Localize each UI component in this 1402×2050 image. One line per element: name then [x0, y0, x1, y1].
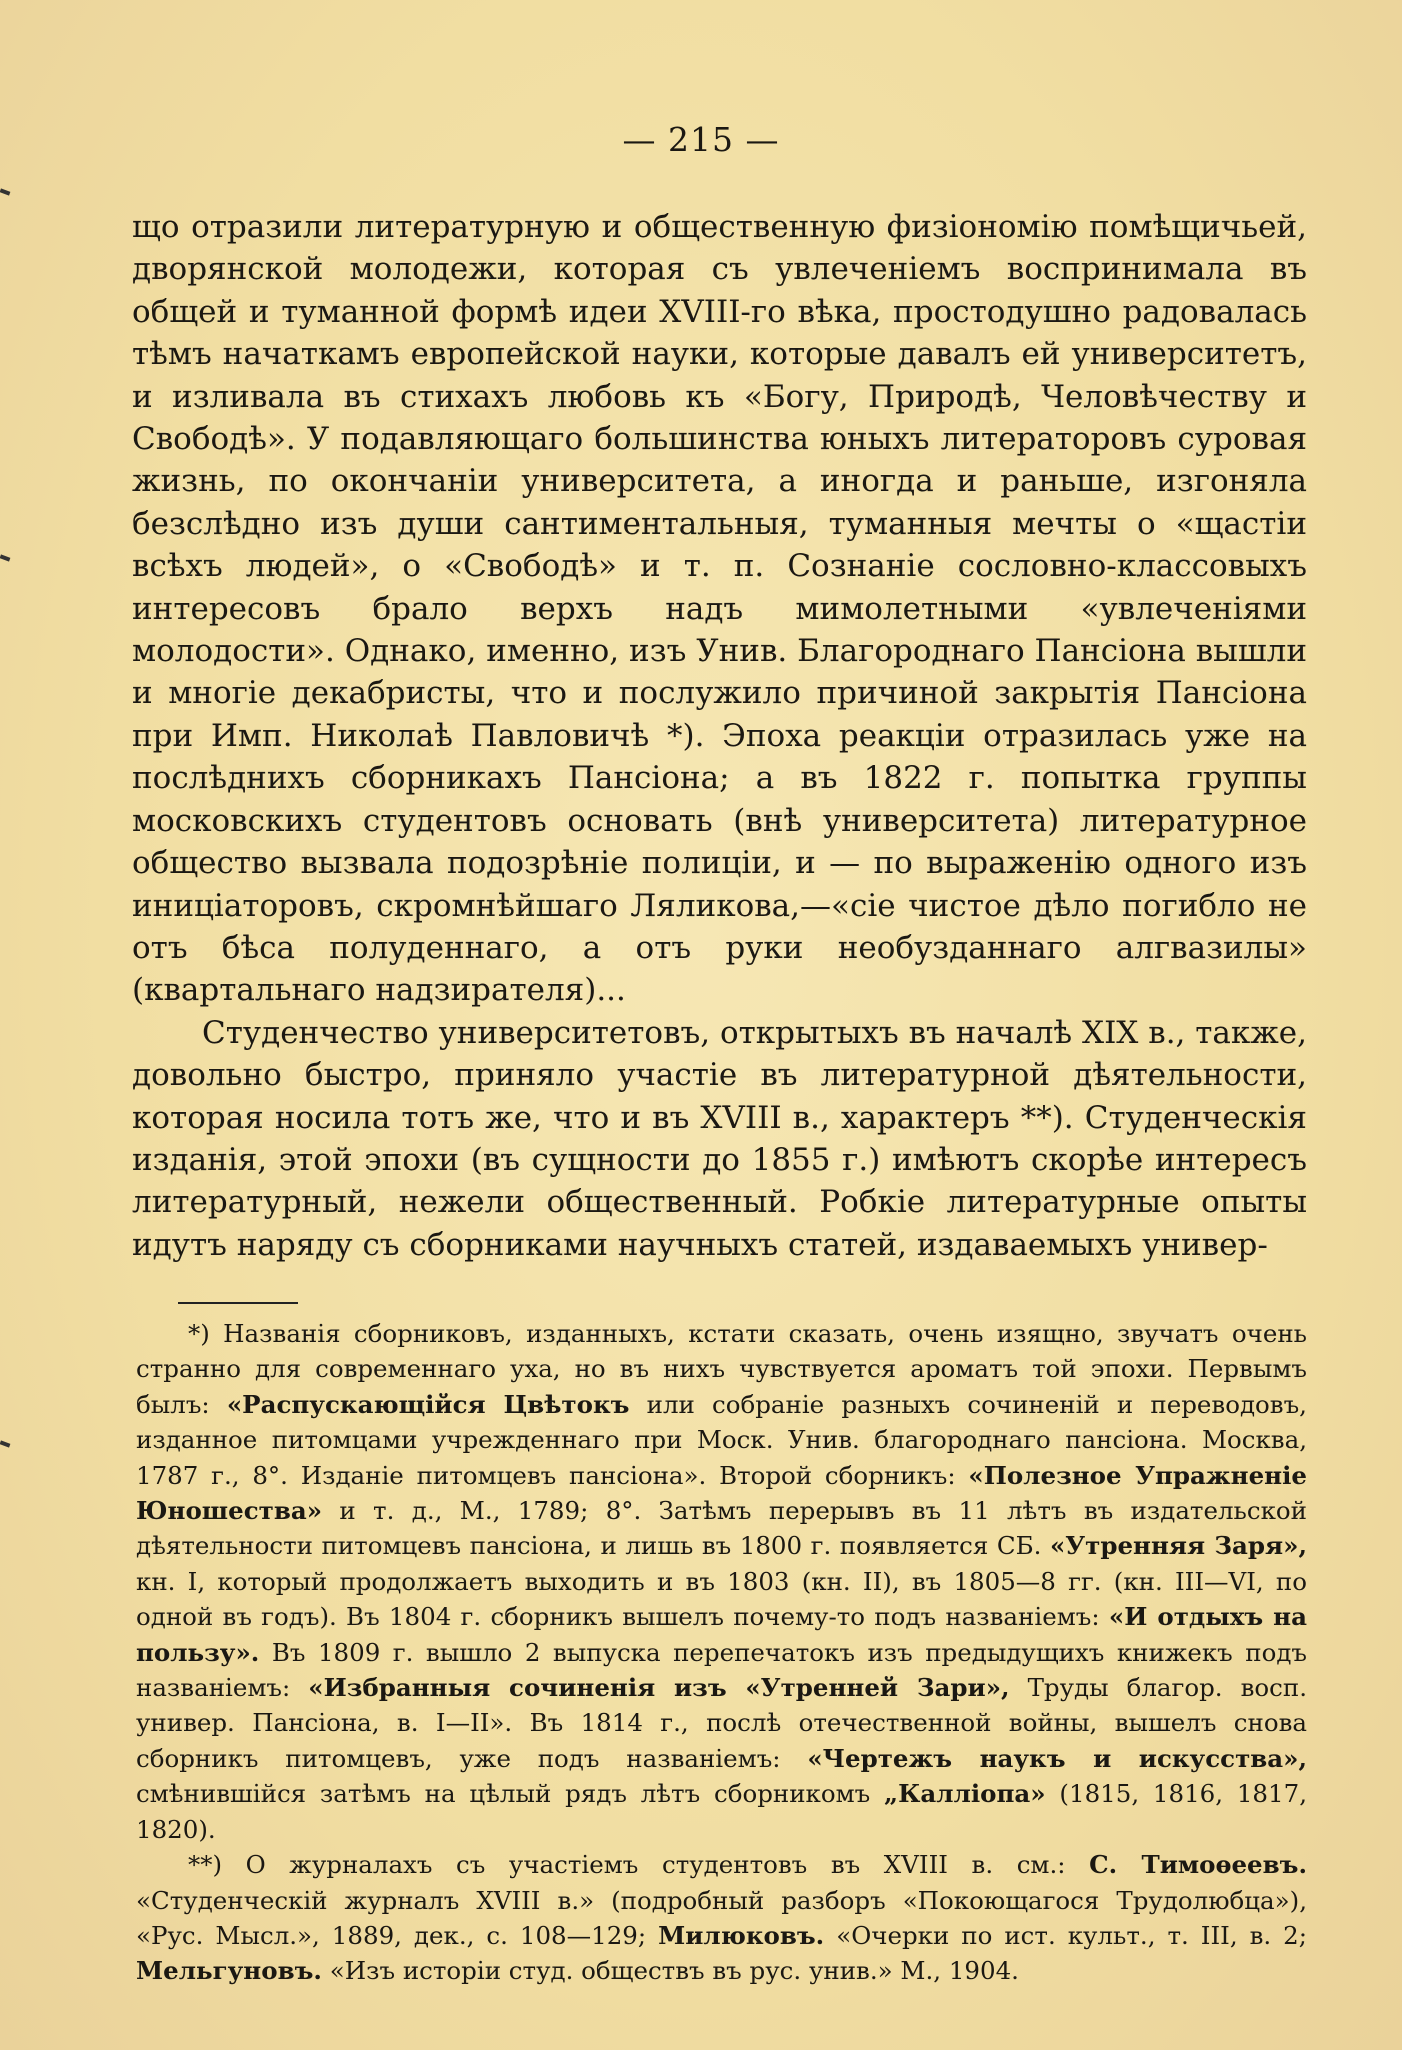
footnote-text: «Изъ исторіи студ. обществъ въ рус. унив.» М., 1904.	[321, 1956, 1019, 1986]
footnote-text: смѣнившійся затѣмъ на цѣлый рядъ лѣтъ сборникомъ	[136, 1779, 885, 1809]
footnote-title: „Калліопа»	[884, 1779, 1046, 1809]
footnote-author: С. Тимоѳеевъ.	[1089, 1850, 1307, 1880]
margin-mark	[0, 188, 10, 195]
footnote-title: «Утренняя Заря»,	[1049, 1531, 1307, 1561]
paragraph: Студенчество университетовъ, открытыхъ въ началѣ XIX в., также, довольно быстро, приняло участіе въ литературной дѣятельности, которая носила тотъ же, что и въ XVIII в., характеръ **). Студенческія изданія, этой эпохи (въ сущности до 1855 г.) имѣютъ скорѣе интересъ литературный, нежели общественный. Робкіе литературные опыты идутъ наряду съ сборниками научныхъ статей, издаваемыхъ универ-	[132, 1014, 1307, 1263]
footnote-1	[136, 1316, 1307, 1847]
footnote-text: **) О журналахъ съ участіемъ студентовъ въ XVIII в. см.:	[188, 1850, 1090, 1880]
footnote-title: «Полезное Упражненіе Юношества»	[136, 1460, 1307, 1526]
footnote-text: «Студенческій журналъ XVIII в.» (подробный разборъ «Покоющагося Трудолюбца»), «Рус. Мысл.», 1889, дек., с. 108—129;	[136, 1885, 1307, 1950]
footnote-text: кн. I, который продолжаетъ выходить и въ 1803 (кн. II), въ 1805—8 гг. (кн. III—VI, по одной въ годъ). Въ 1804 г. сборникъ вышелъ почему-то подъ названіемъ:	[136, 1566, 1307, 1632]
main-text	[132, 206, 1307, 1266]
footnote-title: «Распускающійся Цвѣтокъ	[226, 1389, 630, 1419]
footnote-title: «Чертежъ наукъ и искусства»,	[807, 1743, 1307, 1773]
footnote-author: Милюковъ.	[658, 1920, 825, 1950]
footnote-author: Мельгуновъ.	[136, 1956, 322, 1986]
footnote-text: *) Названія сборниковъ, изданныхъ, кстати сказать, очень изящно, звучатъ очень странно для современнаго уха, но въ нихъ чувствуется ароматъ той эпохи. Первымъ былъ:	[136, 1319, 1307, 1419]
footnote-text: «Очерки по ист. культ., т. III, в. 2;	[824, 1920, 1307, 1950]
page-number: — 215 —	[622, 120, 780, 159]
footnote-divider	[178, 1302, 298, 1304]
footnote-text: Труды благор. восп. унивеp. Пансіона, в. I—II». Въ 1814 г., послѣ отечественной войны, вышелъ снова сборникъ питомцевъ, уже подъ названіемъ:	[136, 1673, 1307, 1773]
footnote-text: (1815, 1816, 1817, 1820).	[136, 1779, 1307, 1844]
footnote-title: «Избранныя сочиненія изъ «Утренней Зари»,	[308, 1673, 1010, 1703]
footnote-2	[136, 1847, 1307, 1989]
footnote-title: «И отдыхъ на пользу».	[136, 1602, 1307, 1667]
paragraph: що отразили литературную и общественную физіономію помѣщичьей, дворянской молодежи, которая съ увлеченіемъ воспринимала въ общей и туманной формѣ идеи XVIII-го вѣка, простодушно радовалась тѣмъ начаткамъ европейской науки, которые давалъ ей университетъ, и изливала въ стихахъ любовь къ «Богу, Природѣ, Человѣчеству и Свободѣ». У подавляющаго большинства юныхъ литераторовъ суровая жизнь, по окончаніи университета, а иногда и раньше, изгоняла безслѣдно изъ души сантиментальныя, туманныя мечты о «щастіи всѣхъ людей», о «Свободѣ» и т. п. Сознаніе сословно-классовыхъ интересовъ брало верхъ надъ мимолетными «увлеченіями молодости». Однако, именно, изъ Унив. Благороднаго Пансіона вышли и многіе декабристы, что и послужило причиной закрытія Пансіона при Имп. Николаѣ Павловичѣ *). Эпоха реакціи отразилась уже на послѣднихъ сборникахъ Пансіона; а въ 1822 г. попытка группы московскихъ студентовъ основать (внѣ университета) литературное общество вызвала подозрѣніе полиціи, и — по выраженію одного изъ иниціаторовъ, скромнѣйшаго Ляликова,—«сіе чистое дѣло погибло не отъ бѣса полуденнаго, а отъ руки необузданнаго алгвазилы» (квартальнаго надзирателя)...	[132, 209, 1307, 1009]
margin-mark	[0, 554, 10, 561]
footnote-text: и т. д., М., 1789; 8°. Затѣмъ перерывъ въ 11 лѣтъ въ издательской дѣятельности питомцевъ пансіона, и лишь въ 1800 г. появляется СБ.	[136, 1496, 1307, 1561]
footnote-text: или собраніе разныхъ сочиненій и переводовъ, изданное питомцами учрежденнаго при Моск. Унив. благороднаго пансіона. Москва, 1787 г., 8°. Изданіе питомцевъ пансіона». Второй сборникъ:	[136, 1389, 1307, 1490]
margin-mark	[0, 1440, 10, 1447]
footnotes	[136, 1316, 1307, 1989]
footnote-text: Въ 1809 г. вышло 2 выпуска перепечатокъ изъ предыдущихъ книжекъ подъ названіемъ:	[136, 1637, 1307, 1703]
